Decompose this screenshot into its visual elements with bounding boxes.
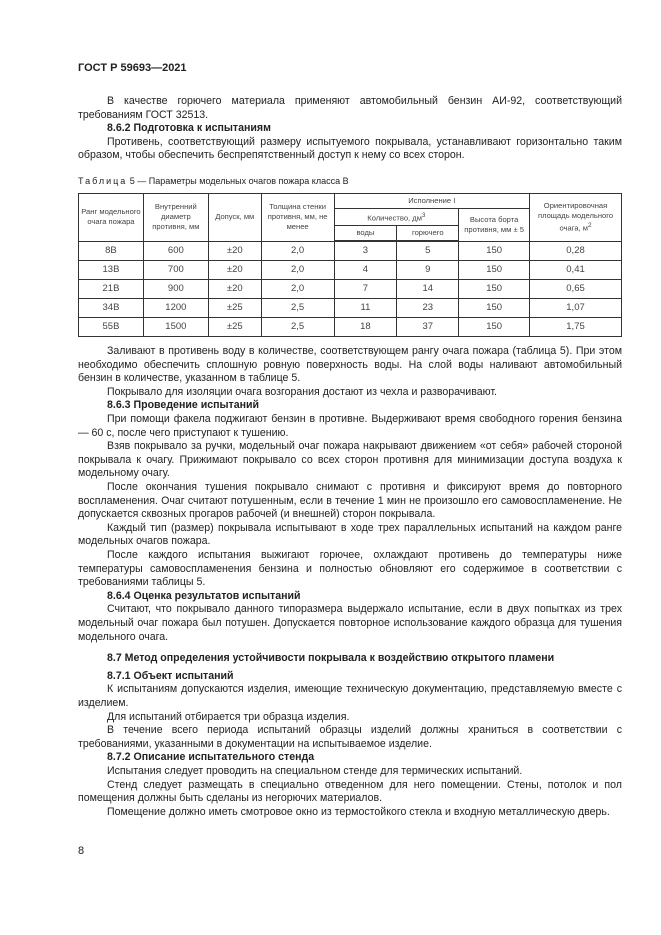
table-cell: 150	[459, 299, 530, 318]
table-cell: 55В	[79, 318, 144, 337]
paragraph: В течение всего периода испытаний образцы изделий должны храниться в соответствии с требованиями, указанными в документации на испытываемое изделие.	[78, 724, 622, 750]
table-cell: 8В	[79, 241, 144, 261]
table-cell: ±25	[208, 299, 261, 318]
document-header: ГОСТ Р 59693—2021	[78, 62, 187, 74]
paragraph: При помощи факела поджигают бензин в противне. Выдерживают время свободного горения бензина — 60 с, после чего приступают к тушению.	[78, 413, 622, 439]
table-cell: 0,65	[530, 280, 622, 299]
table-cell: 34В	[79, 299, 144, 318]
paragraph: После окончания тушения покрывало снимают с противня и фиксируют время до повторного воспламенения. Очаг считают потушенным, если в течение 1 мин не произошло его самовоспламенение. Не допускается сквозных прогаров рабочей (и внешней) сторон покрывала.	[78, 481, 622, 521]
paragraph: После каждого испытания выжигают горючее, охлаждают противень до температуры ниже температуры самовоспламенения бензина и полностью обновляют его содержимое в соответствии с требованиями таблицы 5.	[78, 549, 622, 589]
table-cell: ±20	[208, 261, 261, 280]
header-water: воды	[334, 226, 397, 242]
table-cell: 37	[397, 318, 459, 337]
table-cell: 150	[459, 261, 530, 280]
section-heading: 8.6.2 Подготовка к испытаниям	[107, 122, 271, 135]
table-cell: 14	[397, 280, 459, 299]
document-body	[78, 95, 622, 819]
section-heading: 8.7.2 Описание испытательного стенда	[107, 751, 315, 764]
table-cell: 21В	[79, 280, 144, 299]
table-row	[79, 299, 622, 318]
table-cell: 150	[459, 241, 530, 261]
table-row	[79, 261, 622, 280]
paragraph: К испытаниям допускаются изделия, имеющие техническую документацию, представляемую вместе с изделием.	[78, 683, 622, 709]
paragraph: Помещение должно иметь смотровое окно из термостойкого стекла и входную металлическую дверь.	[107, 805, 610, 818]
paragraph: Каждый тип (размер) покрывала испытывают в ходе трех параллельных испытаний на каждом ранге модельных очагов пожара.	[78, 521, 622, 548]
header-rank: Ранг модельного очага пожара	[79, 193, 144, 241]
table-cell: 2,0	[261, 241, 334, 261]
header-height: Высота борта противня, мм ± 5	[459, 208, 530, 241]
table-cell: 2,5	[261, 299, 334, 318]
table-caption-title: 5 — Параметры модельных очагов пожара класса В	[127, 175, 349, 186]
table-cell: 1,07	[530, 299, 622, 318]
header-area-text: Ориентировочная площадь модельного очага, м	[537, 200, 614, 233]
table-caption	[78, 175, 622, 189]
table-cell: 2,0	[261, 261, 334, 280]
header-thickness: Толщина стенки противня, мм, не менее	[261, 193, 334, 241]
paragraph: Покрывало для изоляции очага возгорания достают из чехла и разворачивают.	[107, 385, 497, 398]
section-heading: 8.6.3 Проведение испытаний	[107, 399, 260, 412]
paragraph: Взяв покрывало за ручки, модельный очаг пожара накрывают движением «от себя» рабочей стороной покрывала к очагу. Прижимают покрывало со всех сторон противня для минимизации доступа воздуха к модельному очагу.	[78, 440, 622, 480]
paragraph: Для испытаний отбирается три образца изделия.	[107, 710, 350, 723]
header-tolerance: Допуск, мм	[208, 193, 261, 241]
table-cell: 600	[143, 241, 208, 261]
paragraph: Стенд следует размещать в специально отведенном для него помещении. Стены, потолок и пол помещения должны быть сделаны из негорючих материалов.	[78, 778, 622, 805]
table-cell: 0,28	[530, 241, 622, 261]
header-area-sup: 2	[588, 221, 592, 229]
paragraph: В качестве горючего материала применяют автомобильный бензин АИ-92, соответствующий требованиям ГОСТ 32513.	[78, 95, 622, 121]
table-cell: ±20	[208, 241, 261, 261]
table-cell: 9	[397, 261, 459, 280]
header-quantity	[334, 208, 459, 226]
table-cell: 2,0	[261, 280, 334, 299]
table-caption-label: Таблица	[78, 175, 128, 186]
table-cell: ±20	[208, 280, 261, 299]
paragraph: Заливают в противень воду в количестве, соответствующем рангу очага пожара (таблица 5). При этом необходимо обеспечить сплошную ровную поверхность воды. На слой воды наливают автомобильный бензин в количестве, указанном в таблице 5.	[78, 345, 622, 385]
section-heading: 8.6.4 Оценка результатов испытаний	[107, 589, 301, 602]
table-cell: 150	[459, 280, 530, 299]
header-fuel: горючего	[397, 226, 459, 242]
header-area	[530, 193, 622, 241]
table-cell: 700	[143, 261, 208, 280]
table-cell: 1,75	[530, 318, 622, 337]
paragraph: Считают, что покрывало данного типоразмера выдержало испытание, если в двух попытках из трех модельный очаг пожара был потушен. Допускается повторное использование каждого образца для тушения модельного очага.	[78, 603, 622, 643]
table-cell: 3	[334, 241, 397, 261]
table-row	[79, 318, 622, 337]
header-execution: Исполнение I	[334, 193, 530, 208]
table-cell: 11	[334, 299, 397, 318]
paragraph: Испытания следует проводить на специальном стенде для термических испытаний.	[107, 764, 523, 777]
table-cell: ±25	[208, 318, 261, 337]
section-heading: 8.7.1 Объект испытаний	[107, 669, 234, 682]
table-cell: 13В	[79, 261, 144, 280]
header-quantity-text: Количество, дм	[367, 213, 422, 223]
table-cell: 7	[334, 280, 397, 299]
header-diameter: Внутренний диаметр противня, мм	[143, 193, 208, 241]
fire-parameters-table	[78, 193, 622, 338]
header-quantity-sup: 3	[421, 211, 426, 219]
table-cell: 4	[334, 261, 397, 280]
page-number: 8	[78, 845, 85, 857]
table-cell: 18	[334, 318, 397, 337]
section-heading: 8.7 Метод определения устойчивости покрывала к воздействию открытого пламени	[107, 652, 555, 665]
table-cell: 5	[397, 241, 459, 261]
table-cell: 1200	[143, 299, 208, 318]
table-row	[79, 280, 622, 299]
table-cell: 0,41	[530, 261, 622, 280]
table-row	[79, 241, 622, 261]
table-cell: 1500	[143, 318, 208, 337]
table-cell: 900	[143, 280, 208, 299]
table-cell: 150	[459, 318, 530, 337]
table-cell: 2,5	[261, 318, 334, 337]
table-cell: 23	[397, 299, 459, 318]
paragraph: Противень, соответствующий размеру испытуемого покрывала, устанавливают горизонтально таким образом, чтобы обеспечить беспрепятственный доступ к нему со всех сторон.	[78, 135, 622, 162]
